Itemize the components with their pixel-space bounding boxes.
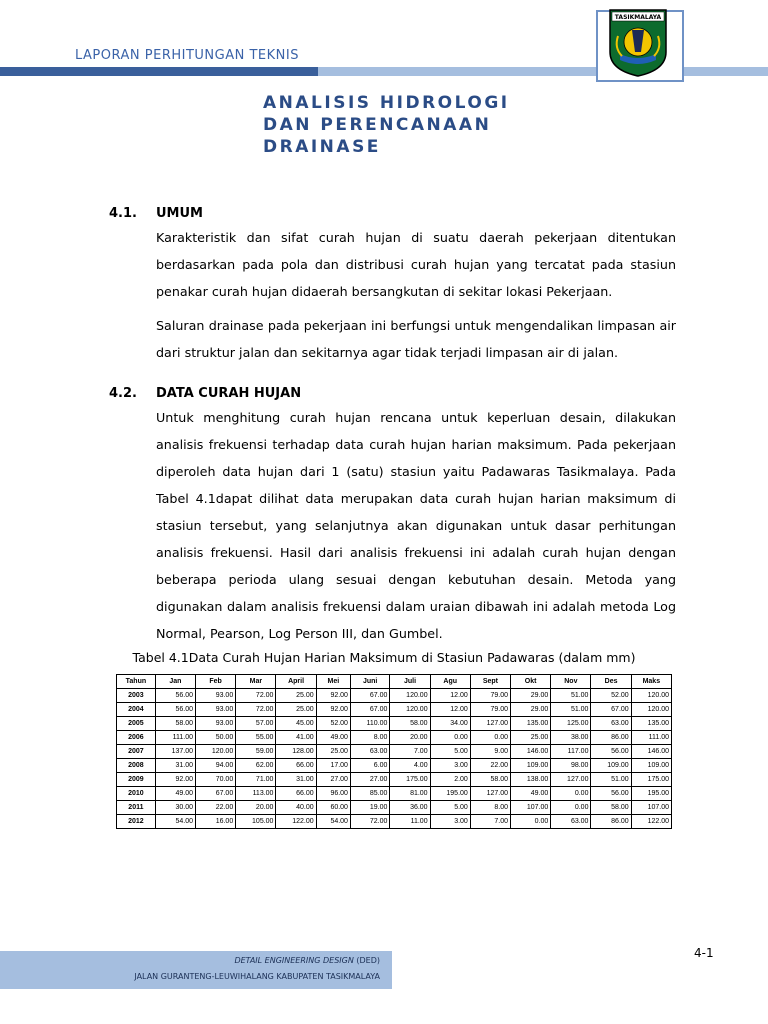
table-cell: 120.00 [631,689,671,703]
table-cell: 31.00 [276,773,316,787]
table-cell: 67.00 [591,703,631,717]
table-header-cell: Des [591,675,631,689]
table-cell: 117.00 [551,745,591,759]
table-cell: 67.00 [350,689,389,703]
table-cell: 27.00 [350,773,389,787]
table-year-cell: 2011 [117,801,156,815]
rainfall-table [116,674,672,829]
table-cell: 111.00 [631,731,671,745]
table-cell: 8.00 [350,731,389,745]
table-cell: 2.00 [430,773,470,787]
table-row [117,801,672,815]
table-cell: 0.00 [551,787,591,801]
table-row [117,731,672,745]
footer-project-prefix: DETAIL ENGINEERING DESIGN [234,956,354,965]
paragraph-umum-2: Saluran drainase pada pekerjaan ini berfungsi untuk mengendalikan limpasan air dari struktur jalan dan sekitarnya agar tidak terjadi limpasan air di jalan. [156,318,676,360]
table-cell: 63.00 [591,717,631,731]
table-cell: 0.00 [551,801,591,815]
table-cell: 9.00 [470,745,510,759]
table-cell: 25.00 [316,745,350,759]
table-cell: 128.00 [276,745,316,759]
table-cell: 38.00 [551,731,591,745]
table-cell: 98.00 [551,759,591,773]
table-cell: 4.00 [390,759,430,773]
title-line-1: ANALISIS HIDROLOGI [263,93,510,113]
table-cell: 79.00 [470,689,510,703]
table-header-cell: Mar [236,675,276,689]
table-cell: 56.00 [591,787,631,801]
section-heading-umum: UMUM [156,206,203,221]
table-cell: 96.00 [316,787,350,801]
table-cell: 107.00 [511,801,551,815]
table-cell: 120.00 [390,703,430,717]
table-year-cell: 2012 [117,815,156,829]
table-cell: 120.00 [196,745,236,759]
table-cell: 27.00 [316,773,350,787]
table-cell: 72.00 [236,689,276,703]
table-cell: 93.00 [196,717,236,731]
table-cell: 29.00 [511,703,551,717]
table-cell: 12.00 [430,703,470,717]
table-row [117,787,672,801]
table-cell: 113.00 [236,787,276,801]
table-cell: 86.00 [591,731,631,745]
table-header-cell: April [276,675,316,689]
table-cell: 0.00 [511,815,551,829]
table-cell: 109.00 [511,759,551,773]
table-cell: 66.00 [276,759,316,773]
table-cell: 67.00 [196,787,236,801]
table-cell: 122.00 [276,815,316,829]
table-row [117,773,672,787]
table-header-cell: Juli [390,675,430,689]
regency-emblem-icon [608,8,668,78]
table-cell: 93.00 [196,703,236,717]
table-header-cell: Nov [551,675,591,689]
table-cell: 31.00 [155,759,195,773]
table-cell: 67.00 [350,703,389,717]
table-cell: 22.00 [470,759,510,773]
table-cell: 3.00 [430,815,470,829]
table-cell: 63.00 [551,815,591,829]
table-row [117,815,672,829]
table-cell: 11.00 [390,815,430,829]
table-cell: 22.00 [196,801,236,815]
table-year-cell: 2008 [117,759,156,773]
table-cell: 56.00 [155,689,195,703]
table-cell: 137.00 [155,745,195,759]
table-cell: 36.00 [390,801,430,815]
table-cell: 30.00 [155,801,195,815]
table-cell: 110.00 [350,717,389,731]
table-header-cell: Tahun [117,675,156,689]
table-cell: 135.00 [631,717,671,731]
section-number-4-1: 4.1. [109,206,137,221]
table-header-cell: Feb [196,675,236,689]
table-cell: 107.00 [631,801,671,815]
table-cell: 105.00 [236,815,276,829]
table-cell: 62.00 [236,759,276,773]
table-cell: 20.00 [236,801,276,815]
table-cell: 56.00 [155,703,195,717]
footer-project [234,956,380,965]
table-header-cell: Agu [430,675,470,689]
table-cell: 55.00 [236,731,276,745]
table-cell: 135.00 [511,717,551,731]
table-cell: 120.00 [631,703,671,717]
table-cell: 19.00 [350,801,389,815]
table-cell: 122.00 [631,815,671,829]
table-cell: 125.00 [551,717,591,731]
table-cell: 92.00 [316,703,350,717]
table-header-row [117,675,672,689]
table-year-cell: 2005 [117,717,156,731]
footer-band [0,951,392,989]
section-number-4-2: 4.2. [109,386,137,401]
table-cell: 16.00 [196,815,236,829]
table-row [117,745,672,759]
paragraph-umum-1: Karakteristik dan sifat curah hujan di suatu daerah pekerjaan ditentukan berdasarkan pada pola dan distribusi curah hujan yang tercatat pada stasiun penakar curah hujan didaerah bersangkutan di sekitar lokasi Pekerjaan. [156,230,676,299]
table-cell: 40.00 [276,801,316,815]
table-header-cell: Okt [511,675,551,689]
table-cell: 92.00 [155,773,195,787]
table-cell: 51.00 [551,689,591,703]
table-cell: 41.00 [276,731,316,745]
table-cell: 63.00 [350,745,389,759]
table-cell: 127.00 [470,787,510,801]
table-cell: 85.00 [350,787,389,801]
table-cell: 127.00 [551,773,591,787]
table-cell: 54.00 [155,815,195,829]
table-cell: 111.00 [155,731,195,745]
table-cell: 120.00 [390,689,430,703]
table-cell: 175.00 [631,773,671,787]
table-cell: 12.00 [430,689,470,703]
table-cell: 109.00 [631,759,671,773]
table-cell: 93.00 [196,689,236,703]
table-cell: 70.00 [196,773,236,787]
table-header-cell: Maks [631,675,671,689]
table-cell: 58.00 [155,717,195,731]
table-year-cell: 2004 [117,703,156,717]
table-cell: 6.00 [350,759,389,773]
table-cell: 49.00 [511,787,551,801]
table-cell: 58.00 [591,801,631,815]
table-header-cell: Jan [155,675,195,689]
table-cell: 138.00 [511,773,551,787]
table-cell: 109.00 [591,759,631,773]
table-row [117,759,672,773]
footer-project-suffix: (DED) [353,956,380,965]
report-header-title: LAPORAN PERHITUNGAN TEKNIS [75,48,299,63]
table-cell: 25.00 [511,731,551,745]
table-cell: 71.00 [236,773,276,787]
title-line-2: DAN PERENCANAAN [263,115,492,135]
table-cell: 57.00 [236,717,276,731]
table-cell: 58.00 [390,717,430,731]
table-cell: 79.00 [470,703,510,717]
table-cell: 7.00 [470,815,510,829]
table-cell: 34.00 [430,717,470,731]
table-header-cell: Sept [470,675,510,689]
table-cell: 54.00 [316,815,350,829]
footer-location: JALAN GURANTENG-LEUWIHALANG KABUPATEN TASIKMALAYA [134,972,380,981]
paragraph-data-curah-hujan: Untuk menghitung curah hujan rencana untuk keperluan desain, dilakukan analisis frekuensi terhadap data curah hujan harian maksimum. Pada pekerjaan diperoleh data hujan dari 1 (satu) stasiun yaitu Padawaras Tasikmalaya. Pada Tabel 4.1dapat dilihat data merupakan data curah hujan harian maksimum di stasiun tersebut, yang selanjutnya akan digunakan untuk dasar perhitungan analisis frekuensi. Hasil dari analisis frekuensi ini adalah curah hujan dengan beberapa perioda ulang sesuai dengan kebutuhan desain. Metoda yang digunakan dalam analisis frekuensi dalam uraian dibawah ini adalah metoda Log Normal, Pearson, Log Person III, dan Gumbel. [156,410,676,641]
table-year-cell: 2006 [117,731,156,745]
table-cell: 175.00 [390,773,430,787]
table-cell: 66.00 [276,787,316,801]
table-cell: 0.00 [430,731,470,745]
table-year-cell: 2009 [117,773,156,787]
table-cell: 56.00 [591,745,631,759]
table-cell: 195.00 [631,787,671,801]
table-cell: 25.00 [276,703,316,717]
table-cell: 52.00 [591,689,631,703]
table-row [117,717,672,731]
title-line-3: DRAINASE [263,137,381,157]
table-cell: 146.00 [631,745,671,759]
table-cell: 51.00 [551,703,591,717]
section-heading-data-curah-hujan: DATA CURAH HUJAN [156,386,302,401]
table-cell: 58.00 [470,773,510,787]
table-row [117,703,672,717]
table-cell: 49.00 [316,731,350,745]
document-title [263,92,510,158]
table-year-cell: 2010 [117,787,156,801]
page-number: 4-1 [694,946,714,960]
header-band-dark [0,67,318,76]
table-cell: 81.00 [390,787,430,801]
table-cell: 60.00 [316,801,350,815]
table-cell: 195.00 [430,787,470,801]
table-cell: 146.00 [511,745,551,759]
table-header-cell: Juni [350,675,389,689]
table-row [117,689,672,703]
table-cell: 5.00 [430,801,470,815]
table-cell: 49.00 [155,787,195,801]
table-caption: Tabel 4.1Data Curah Hujan Harian Maksimum di Stasiun Padawaras (dalam mm) [132,650,636,665]
table-cell: 3.00 [430,759,470,773]
table-cell: 8.00 [470,801,510,815]
table-cell: 45.00 [276,717,316,731]
logo-text: TASIKMALAYA [614,14,662,21]
table-cell: 127.00 [470,717,510,731]
table-cell: 86.00 [591,815,631,829]
table-cell: 50.00 [196,731,236,745]
table-cell: 72.00 [236,703,276,717]
table-cell: 7.00 [390,745,430,759]
table-cell: 29.00 [511,689,551,703]
table-cell: 5.00 [430,745,470,759]
table-cell: 17.00 [316,759,350,773]
table-header-cell: Mei [316,675,350,689]
table-cell: 59.00 [236,745,276,759]
table-cell: 72.00 [350,815,389,829]
table-cell: 92.00 [316,689,350,703]
table-cell: 51.00 [591,773,631,787]
table-body [117,689,672,829]
table-cell: 0.00 [470,731,510,745]
table-cell: 25.00 [276,689,316,703]
table-year-cell: 2003 [117,689,156,703]
table-cell: 20.00 [390,731,430,745]
table-cell: 94.00 [196,759,236,773]
table-year-cell: 2007 [117,745,156,759]
table-cell: 52.00 [316,717,350,731]
